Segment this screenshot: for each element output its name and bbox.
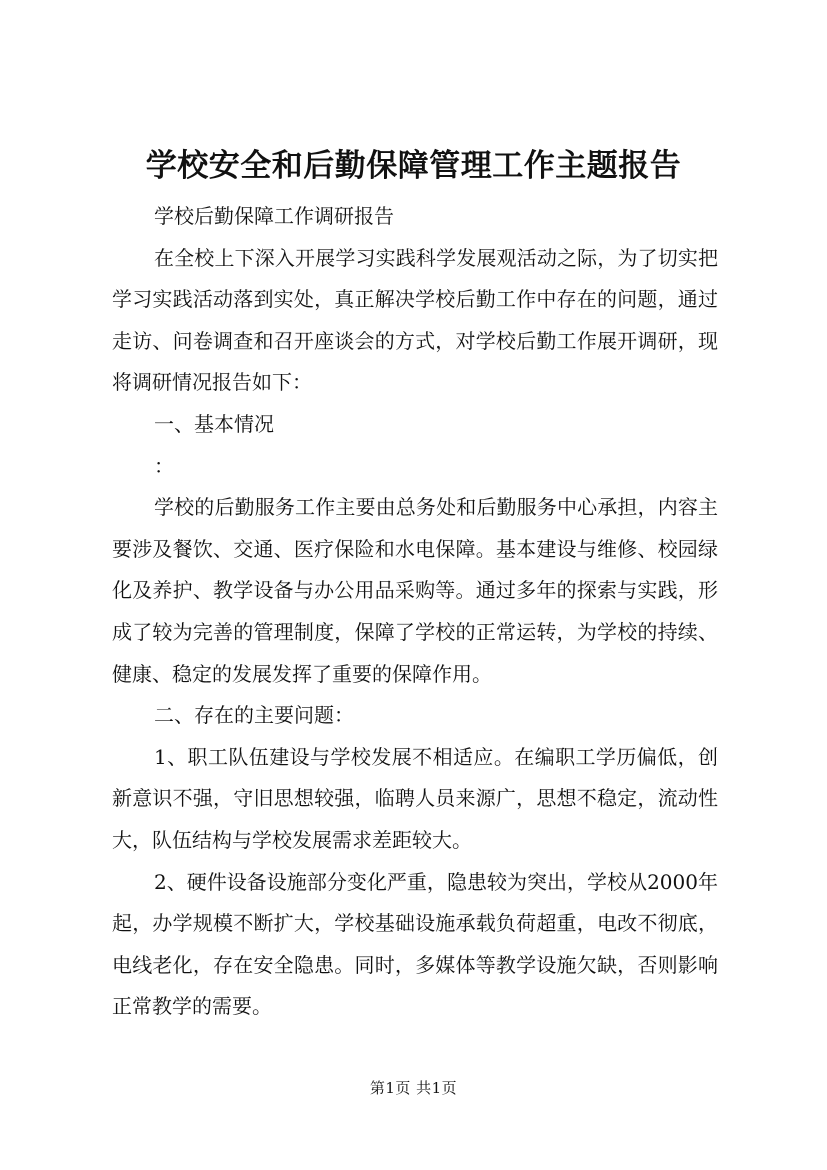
section-heading-problems: 二、存在的主要问题： <box>154 703 354 728</box>
document-title: 学校安全和后勤保障管理工作主题报告 <box>145 148 682 184</box>
section-heading-basic: 一、基本情况 <box>154 411 274 436</box>
intro-paragraph: 在全校上下深入开展学习实践科学发展观活动之际，为了切实把学习实践活动落到实处，真正解决学校后勤工作中存在的问题，通过走访、问卷调查和召开座谈会的方式，对学校后勤工作展开调研，现将调研情况报告如下： <box>112 245 718 395</box>
page-footer: 第1页 共1页 <box>369 1079 458 1097</box>
basic-situation-paragraph: 学校的后勤服务工作主要由总务处和后勤服务中心承担，内容主要涉及餐饮、交通、医疗保险和水电保障。基本建设与维修、校园绿化及养护、教学设备与办公用品采购等。通过多年的探索与实践，形成了较为完善的管理制度，保障了学校的正常运转，为学校的持续、健康、稳定的发展发挥了重要的保障作用。 <box>112 495 718 686</box>
document-body <box>112 196 718 1028</box>
problem-1-paragraph: 1、职工队伍建设与学校发展不相适应。在编职工学历偏低，创新意识不强，守旧思想较强，临聘人员来源广，思想不稳定，流动性大，队伍结构与学校发展需求差距较大。 <box>112 744 718 852</box>
problem-2-paragraph: 2、硬件设备设施部分变化严重，隐患较为突出，学校从2000年起，办学规模不断扩大，学校基础设施承载负荷超重，电改不彻底，电线老化，存在安全隐患。同时，多媒体等教学设施欠缺，否则影响正常教学的需要。 <box>112 869 718 1019</box>
colon-line: ： <box>154 453 174 478</box>
subtitle-paragraph: 学校后勤保障工作调研报告 <box>154 204 394 228</box>
